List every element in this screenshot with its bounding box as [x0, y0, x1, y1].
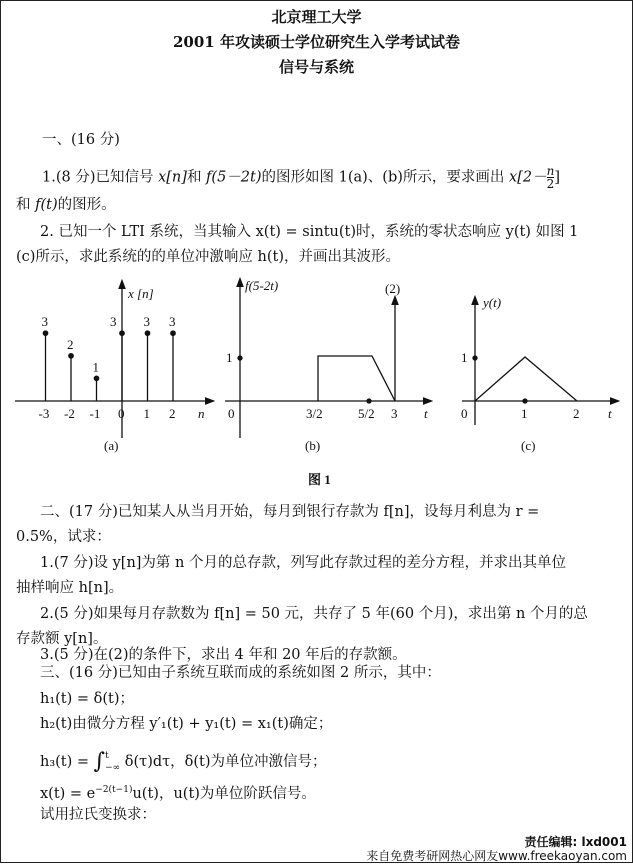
section3-line1: 三、(16 分)已知由子系统互联而成的系统如图 2 所示，其中：	[40, 665, 441, 681]
fig-a-caption: (a)	[104, 438, 119, 453]
stem-point	[120, 331, 124, 335]
figure-caption: 图 1	[308, 472, 331, 487]
section3-last: 试用拉氏变换求：	[40, 807, 156, 823]
fig-c-ylabel: y(t)	[483, 295, 502, 310]
stem-point	[145, 331, 149, 335]
section3-h1: h₁(t) = δ(t)；	[40, 691, 135, 707]
section1-heading: 一、(16 分)	[42, 132, 120, 148]
section2-q3: 3.(5 分)在(2)的条件下，求出 4 年和 20 年后的存款额。	[40, 647, 407, 663]
trapezoid-waveform	[318, 356, 395, 401]
fig-a-xlabel: n	[198, 406, 205, 421]
fig-b-tick: 5/2	[358, 406, 375, 421]
fig-c-one: 1	[461, 350, 468, 365]
section1-q1-line1: 1.(8 分)已知信号 x[n]和 f(5－2t)的图形如图 1(a)、(b)所示，要求画出 x[2－ $\frac{n}{2}$ ]	[42, 164, 560, 191]
stem-point	[43, 331, 47, 335]
exam-title: 2001 年攻读硕士学位研究生入学考试试卷	[173, 33, 460, 51]
fig-b-xlabel: t	[424, 406, 428, 421]
section3-h2: h₂(t)由微分方程 y′₁(t) + y₁(t) = x₁(t)确定；	[40, 716, 333, 732]
triangle-waveform	[475, 357, 577, 401]
section2-line2: 0.5%，试求：	[16, 529, 111, 545]
fig-b-origin: 0	[228, 406, 235, 421]
stem-value-label: 3	[143, 314, 150, 330]
footer-source: 来自免费考研网热心网友www.freekaoyan.com	[366, 849, 627, 863]
section2-line1: 二、(17 分)已知某人从当月开始，每月到银行存款为 f[n]，设每月利息为 r =	[40, 504, 540, 520]
fig-c-tick: 2	[573, 406, 580, 421]
n-tick-label: -1	[89, 406, 101, 421]
stem-value-label: 3	[169, 314, 176, 330]
section2-q1-line1: 1.(7 分)设 y[n]为第 n 个月的总存款，列写此存款过程的差分方程，并求出其单位	[40, 555, 566, 571]
n-tick-label: 1	[143, 406, 150, 421]
stem-value-label: 3	[110, 314, 117, 330]
fig-b-tick: 3	[391, 406, 398, 421]
n-tick-label: -3	[38, 406, 50, 421]
section2-q1-line2: 抽样响应 h[n]。	[16, 580, 124, 596]
fig-c-origin: 0	[461, 406, 468, 421]
fig-b-tick: 3/2	[306, 406, 323, 421]
fig-b-ylabel: f(5-2t)	[245, 278, 279, 293]
n-tick-label: 0	[118, 406, 125, 421]
fig-b-caption: (b)	[305, 438, 321, 453]
n-tick-label: -2	[64, 406, 75, 421]
section3-x: $x(t) = e^{-2(t-1)}u(t)$，u(t)为单位阶跃信号。	[40, 785, 316, 802]
section2-q2-line1: 2.(5 分)如果每月存款数为 f[n] = 50 元，共存了 5 年(60 个月)，求出第 n 个月的总	[40, 606, 588, 622]
footer-editor: 责任编辑: lxd001	[524, 835, 627, 849]
stem-value-label: 1	[92, 359, 99, 375]
figure-1b	[225, 282, 428, 438]
fraction: $\frac{n}{2}$	[546, 164, 555, 191]
fig-a-ylabel: x [n]	[128, 286, 154, 301]
school-title: 北京理工大学	[271, 8, 362, 26]
section1-q2-line1: 2. 已知一个 LTI 系统，当其输入 x(t) = sintu(t)时，系统的零状态响应 y(t) 如图 1	[40, 224, 579, 240]
section2-q2-line2: 存款额 y[n]。	[16, 631, 108, 647]
figure-1c	[462, 300, 615, 425]
fig-b-one: 1	[226, 350, 233, 365]
fig-c-tick: 1	[521, 406, 528, 421]
fig-c-xlabel: t	[608, 406, 612, 421]
stem-point	[171, 331, 175, 335]
stem-value-label: 3	[41, 314, 48, 330]
impulse-strength: (2)	[385, 281, 401, 296]
stem-point	[94, 376, 98, 380]
stem-point	[69, 354, 73, 358]
fig-c-caption: (c)	[521, 438, 536, 453]
section3-h3: h₃(t) = ∫ t −∞ δ(τ)dτ，δ(t)为单位冲激信号；	[40, 749, 327, 774]
stem-value-label: 2	[67, 336, 74, 352]
subject-title: 信号与系统	[278, 58, 354, 76]
section1-q1-line2: 和 f(t)的图形。	[16, 197, 116, 213]
n-tick-label: 2	[169, 406, 176, 421]
section1-q2-line2: (c)所示，求此系统的的单位冲激响应 h(t)，并画出其波形。	[16, 249, 401, 265]
